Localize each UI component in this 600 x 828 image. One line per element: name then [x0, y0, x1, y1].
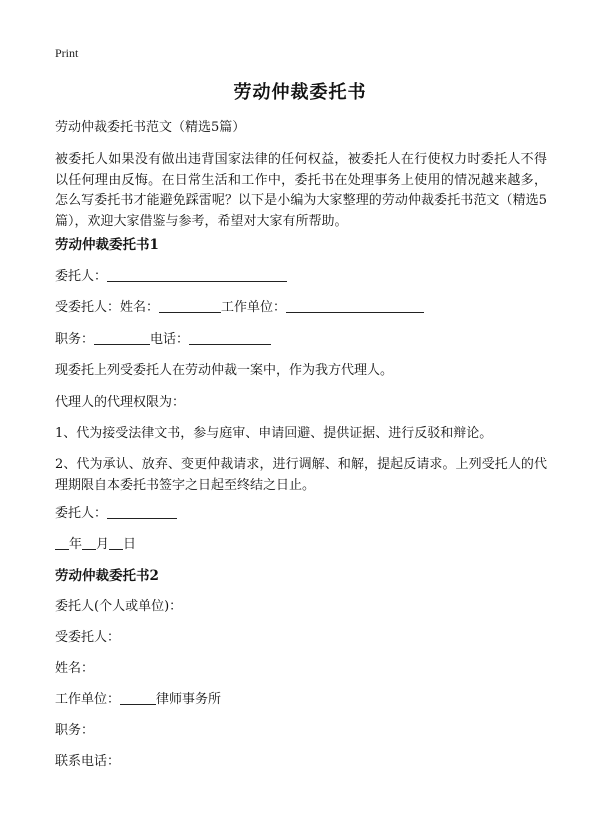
client-label: 委托人： [55, 269, 108, 284]
law-firm-blank [120, 690, 156, 705]
authority-label: 代理人的代理权限为： [55, 395, 186, 410]
section2-work-unit-label: 工作单位： [55, 692, 121, 707]
intro-paragraph: 被委托人如果没有做出违背国家法律的任何权益，被委托人在行使权力时委托人不得以任何理由反悔。在日常生活和工作中，委托书在处理事务上使用的情况越来越多，怎么写委托书才能避免踩雷呢？以下是小编为大家整理的劳动仲裁委托书范文（精选5篇），欢迎大家借鉴与参考，希望对大家有所帮助。 [55, 152, 547, 229]
agent-name-label: 受委托人：姓名： [55, 300, 160, 315]
year-blank [55, 535, 69, 550]
position-label: 职务： [55, 332, 95, 347]
section1-position-row [55, 330, 555, 350]
subtitle: 劳动仲裁委托书范文（精选5篇） [55, 120, 246, 135]
section1-heading: 劳动仲裁委托书1 [55, 237, 159, 253]
phone-blank [189, 330, 271, 345]
agent-name-blank [159, 298, 221, 313]
section1-sign-row [55, 504, 555, 524]
month-label: 月 [96, 537, 110, 552]
section2-work-unit-row [55, 690, 555, 710]
section2-position-label: 职务： [55, 723, 95, 738]
authority-item-2: 2、代为承认、放弃、变更仲裁请求，进行调解、和解，提起反请求。上列受托人的代理期限自本委托书签字之日起至终结之日止。 [55, 457, 547, 493]
print-link[interactable]: Print [55, 46, 79, 60]
position-blank [94, 330, 150, 345]
work-unit-blank [286, 298, 424, 313]
page-title: 劳动仲裁委托书 [233, 82, 367, 103]
authority-item-1: 1、代为接受法律文书，参与庭审、申请回避、提供证据、进行反驳和辩论。 [55, 426, 493, 441]
sign-label: 委托人： [55, 506, 108, 521]
sign-blank [107, 504, 177, 519]
day-label: 日 [123, 537, 137, 552]
section2-agent-label: 受委托人： [55, 630, 121, 645]
date-row [55, 535, 555, 555]
year-label: 年 [69, 537, 83, 552]
section1-client-row [55, 267, 555, 287]
section2-heading: 劳动仲裁委托书2 [55, 568, 159, 584]
section2-name-label: 姓名： [55, 661, 95, 676]
work-unit-label: 工作单位： [221, 300, 287, 315]
section1-agent-row [55, 298, 555, 318]
section2-phone-label: 联系电话： [55, 754, 121, 769]
entrust-text: 现委托上列受委托人在劳动仲裁一案中，作为我方代理人。 [55, 363, 394, 378]
phone-label: 电话： [150, 332, 190, 347]
section2-client-label: 委托人(个人或单位)： [55, 599, 183, 614]
law-firm-label: 律师事务所 [156, 692, 222, 707]
day-blank [109, 535, 123, 550]
client-blank [107, 267, 287, 282]
month-blank [82, 535, 96, 550]
